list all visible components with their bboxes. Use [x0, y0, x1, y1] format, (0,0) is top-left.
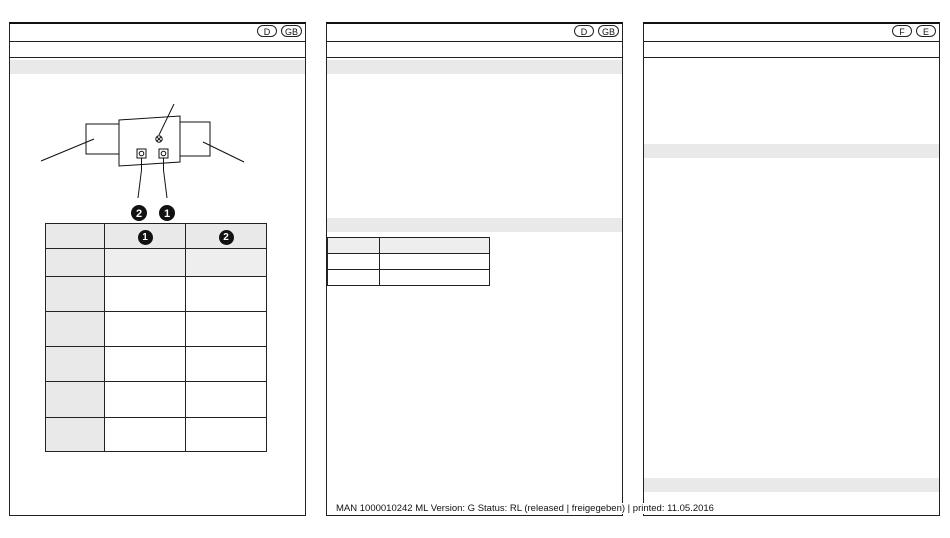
- document-footer: MAN 1000010242 ML Version: G Status: RL (released | freigegeben) | printed: 11.05.2016: [336, 503, 714, 514]
- page-subheader: [10, 42, 305, 58]
- table-corner-cell: [46, 224, 105, 249]
- table-row: [46, 418, 267, 452]
- table-header-row: [328, 238, 490, 254]
- table-row: [46, 277, 267, 312]
- table-row: [46, 347, 267, 382]
- language-code-e: E: [916, 25, 936, 37]
- section-band: [327, 60, 622, 74]
- page-subheader: [327, 42, 622, 58]
- leader-led-2: [138, 158, 142, 198]
- callout-2-label: 2: [135, 208, 143, 220]
- header-cell-1: [105, 224, 186, 249]
- section-band: [10, 60, 305, 74]
- language-code-d: D: [257, 25, 277, 37]
- leader-led-1: [164, 158, 168, 198]
- leader-screw: [159, 104, 174, 135]
- page-header: [644, 24, 939, 42]
- right-port: [180, 122, 210, 156]
- manual-page-middle: [326, 22, 623, 516]
- led-2: [137, 149, 146, 158]
- circled-1-icon: 1: [138, 230, 153, 245]
- language-codes: [574, 25, 619, 37]
- circled-2-icon: 2: [219, 230, 234, 245]
- leader-right: [203, 142, 244, 162]
- table-row: [46, 382, 267, 418]
- section-band: [644, 478, 939, 492]
- led-status-table: [45, 223, 267, 452]
- section-band: [644, 144, 939, 158]
- valve-connector-diagram: [28, 102, 268, 227]
- header-cell-2: [186, 224, 267, 249]
- language-code-f: F: [892, 25, 912, 37]
- small-parameter-table: [327, 237, 490, 286]
- language-code-gb: GB: [281, 25, 302, 37]
- manual-page-left: [9, 22, 306, 516]
- table-row: [46, 249, 267, 277]
- language-codes: [892, 25, 936, 37]
- language-codes: [257, 25, 302, 37]
- page-header: [10, 24, 305, 42]
- table-header-row: [46, 224, 267, 249]
- valve-body: [119, 116, 180, 166]
- language-code-gb: GB: [598, 25, 619, 37]
- page-header: [327, 24, 622, 42]
- page-subheader: [644, 42, 939, 58]
- callout-1-label: 1: [163, 208, 171, 220]
- left-port: [86, 124, 119, 154]
- led-1: [159, 149, 168, 158]
- table-row: [46, 312, 267, 347]
- table-row: [328, 254, 490, 270]
- manual-page-right: [643, 22, 940, 516]
- table-row: [328, 270, 490, 286]
- language-code-d: D: [574, 25, 594, 37]
- section-band: [327, 218, 622, 232]
